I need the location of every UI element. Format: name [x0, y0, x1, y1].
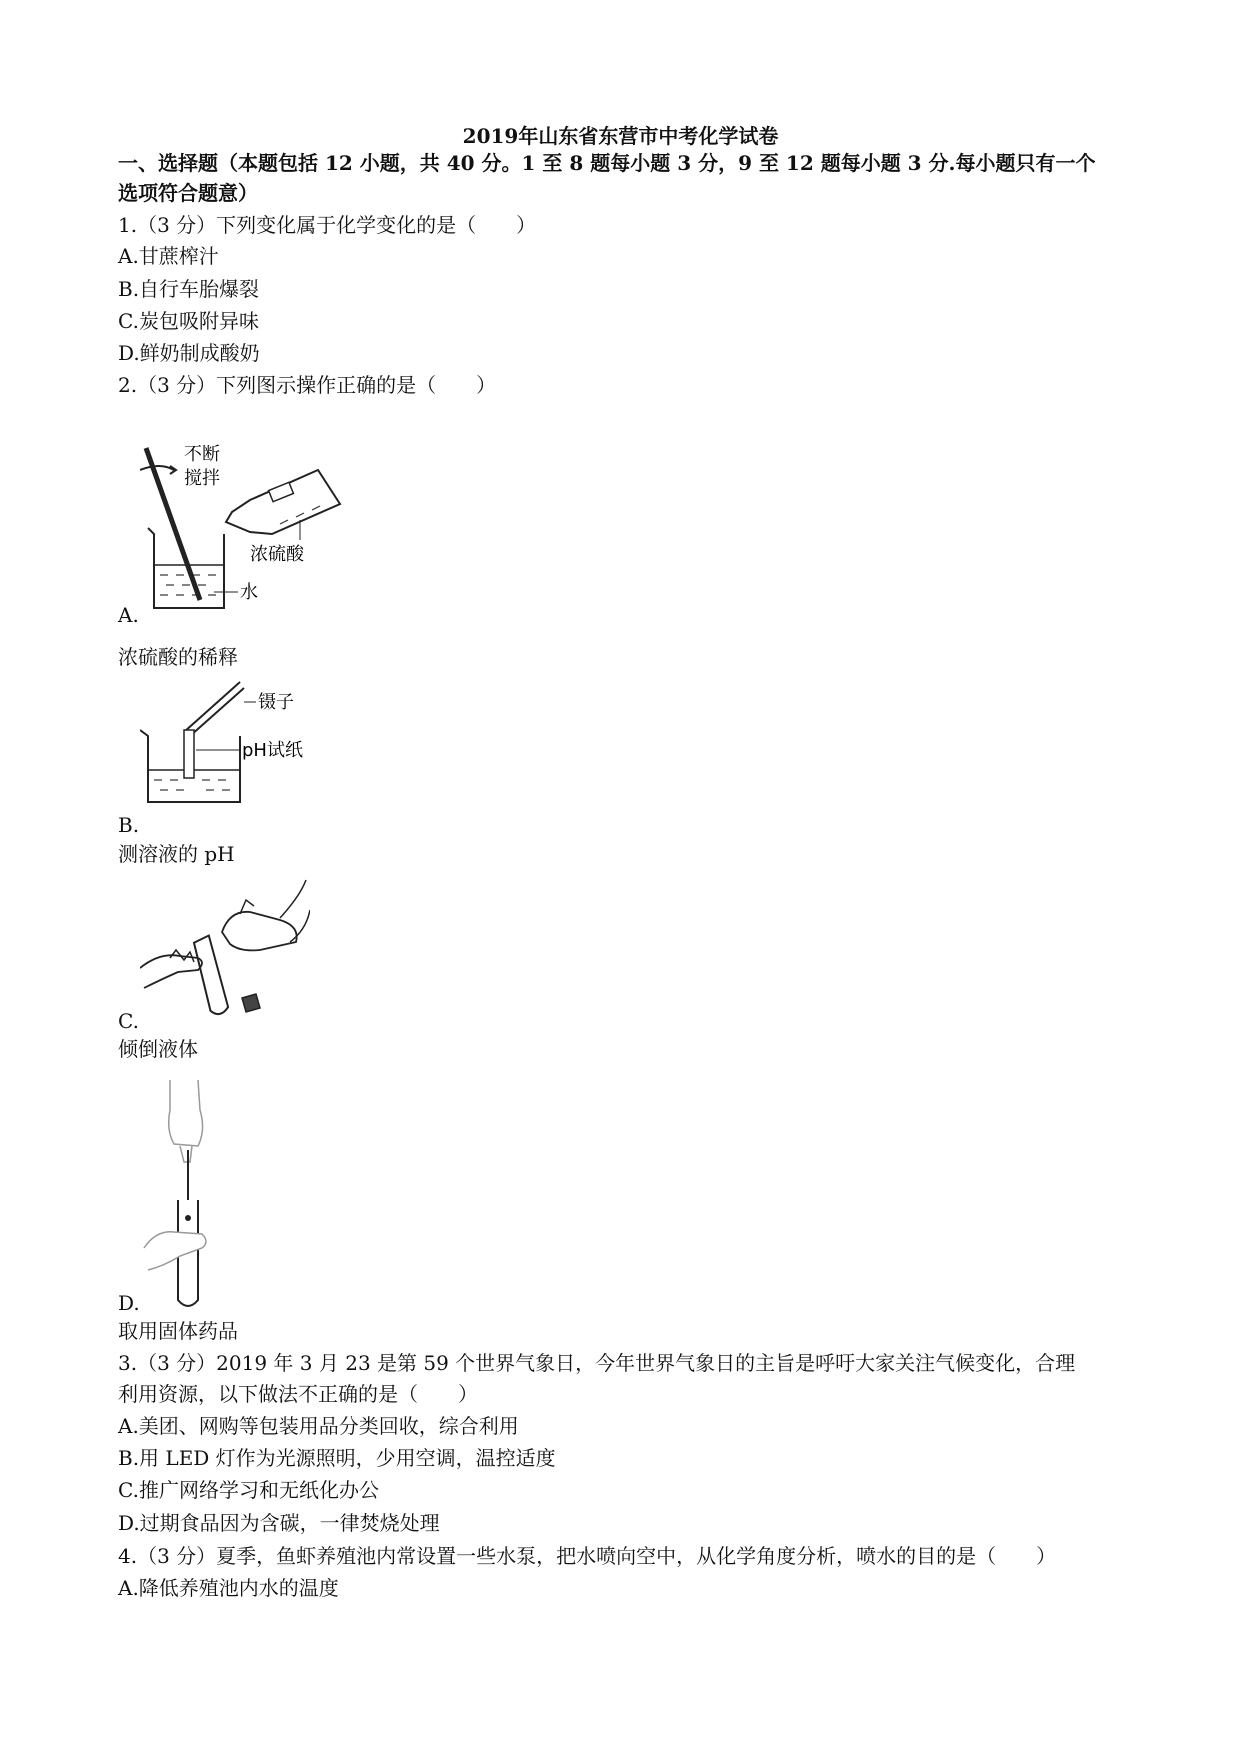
label-stir-2: 搅拌	[184, 468, 220, 489]
q2-option-a-label: A.	[118, 603, 139, 627]
figure-pour-liquid	[140, 870, 310, 1020]
q2-option-c-label: C.	[118, 1009, 139, 1033]
q2-option-b-label: B.	[118, 813, 140, 837]
q2-option-d-label: D.	[118, 1291, 140, 1315]
label-acid: 浓硫酸	[250, 544, 304, 565]
q1-option-a: A.甘蔗榨汁	[118, 244, 219, 268]
q3-option-d: D.过期食品因为含碳，一律焚烧处理	[118, 1511, 440, 1535]
q1-option-c: C.炭包吸附异味	[118, 309, 259, 333]
figure-solid-reagent	[140, 1080, 250, 1310]
label-water: 水	[240, 582, 258, 603]
section-heading-line1: 一、选择题（本题包括 12 小题，共 40 分。1 至 8 题每小题 3 分，9 至 12 题每小题 3 分.每小题只有一个	[118, 151, 1096, 175]
q1-option-d: D.鲜奶制成酸奶	[118, 341, 260, 365]
figure-ph-test	[140, 680, 340, 810]
q3-stem-line2: 利用资源，以下做法不正确的是（ ）	[118, 1382, 478, 1406]
figure-acid-dilution	[140, 440, 360, 620]
section-heading-line2: 选项符合题意）	[118, 181, 258, 205]
q2-option-c-caption: 倾倒液体	[118, 1037, 198, 1061]
q3-option-c: C.推广网络学习和无纸化办公	[118, 1478, 379, 1502]
label-ph-paper: pH试纸	[242, 740, 303, 761]
q3-option-a: A.美团、网购等包装用品分类回收，综合利用	[118, 1414, 519, 1438]
page-title: 2019年山东省东营市中考化学试卷	[462, 124, 779, 148]
label-tweezers: 镊子	[258, 692, 294, 713]
q1-stem: 1.（3 分）下列变化属于化学变化的是（ ）	[118, 213, 537, 237]
q3-stem-line1: 3.（3 分）2019 年 3 月 23 是第 59 个世界气象日，今年世界气象日的主旨是呼吁大家关注气候变化，合理	[118, 1351, 1076, 1375]
q4-option-a: A.降低养殖池内水的温度	[118, 1576, 339, 1600]
q1-option-b: B.自行车胎爆裂	[118, 277, 260, 301]
q2-option-b-caption: 测溶液的 pH	[118, 842, 235, 866]
label-stir-1: 不断	[184, 444, 220, 465]
q2-option-d-caption: 取用固体药品	[118, 1319, 238, 1343]
q2-stem: 2.（3 分）下列图示操作正确的是（ ）	[118, 373, 497, 397]
q4-stem: 4.（3 分）夏季，鱼虾养殖池内常设置一些水泵，把水喷向空中，从化学角度分析，喷水的目的是（ ）	[118, 1544, 1057, 1568]
q3-option-b: B.用 LED 灯作为光源照明，少用空调，温控适度	[118, 1446, 556, 1470]
q2-option-a-caption: 浓硫酸的稀释	[118, 645, 238, 669]
